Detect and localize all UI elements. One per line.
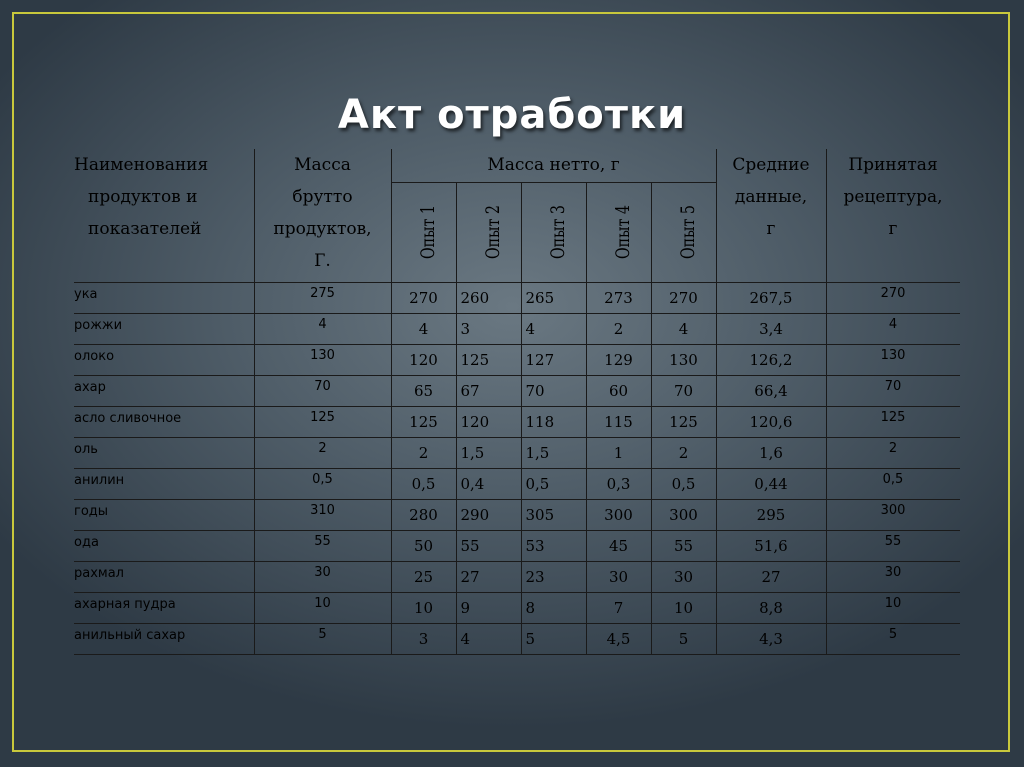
gross-mass-cell: 310: [254, 499, 391, 530]
product-name-cell: анильный сахар: [74, 623, 254, 654]
accepted-recipe-cell: 0,5: [826, 468, 960, 499]
header-net-mass-group: Масса нетто, г: [391, 149, 716, 182]
experiment-4-cell: 45: [586, 530, 651, 561]
average-cell: 1,6: [716, 437, 826, 468]
experiment-5-cell: 70: [651, 375, 716, 406]
header-experiment-3: [521, 182, 586, 282]
average-cell: 3,4: [716, 313, 826, 344]
header-gross-mass-line-2: брутто: [292, 187, 353, 207]
experiment-1-label: Опыт 1: [416, 204, 439, 260]
table-row: [74, 499, 960, 530]
header-gross-mass-line-3: продуктов,: [273, 219, 372, 239]
header-experiment-5: [651, 182, 716, 282]
product-name-cell: ахар: [74, 375, 254, 406]
accepted-recipe-cell: 55: [826, 530, 960, 561]
table-row: [74, 406, 960, 437]
average-cell: 66,4: [716, 375, 826, 406]
experiment-1-cell: 65: [391, 375, 456, 406]
average-cell: 51,6: [716, 530, 826, 561]
experiment-5-cell: 5: [651, 623, 716, 654]
experiment-3-cell: 127: [521, 344, 586, 375]
average-cell: 267,5: [716, 282, 826, 313]
experiment-1-cell: 50: [391, 530, 456, 561]
header-average: [716, 149, 826, 282]
accepted-recipe-cell: 4: [826, 313, 960, 344]
recipe-table: [74, 149, 960, 655]
accepted-recipe-cell: 130: [826, 344, 960, 375]
header-gross-mass-line-1: Масса: [294, 155, 351, 175]
experiment-2-cell: 0,4: [456, 468, 521, 499]
experiment-2-cell: 27: [456, 561, 521, 592]
gross-mass-cell: 55: [254, 530, 391, 561]
table-row: [74, 375, 960, 406]
product-name-cell: ахарная пудра: [74, 592, 254, 623]
header-gross-mass-line-4: Г.: [314, 251, 331, 271]
accepted-recipe-cell: 10: [826, 592, 960, 623]
accepted-recipe-cell: 300: [826, 499, 960, 530]
average-cell: 8,8: [716, 592, 826, 623]
product-name-cell: ода: [74, 530, 254, 561]
experiment-2-cell: 120: [456, 406, 521, 437]
average-cell: 295: [716, 499, 826, 530]
experiment-1-cell: 25: [391, 561, 456, 592]
experiment-3-cell: 53: [521, 530, 586, 561]
gross-mass-cell: 275: [254, 282, 391, 313]
experiment-4-cell: 273: [586, 282, 651, 313]
recipe-table-body: [74, 282, 960, 654]
header-accepted-line-3: г: [888, 219, 898, 239]
slide-title: Акт отработки: [337, 92, 687, 138]
average-cell: 4,3: [716, 623, 826, 654]
header-experiment-4: [586, 182, 651, 282]
experiment-2-cell: 290: [456, 499, 521, 530]
product-name-cell: анилин: [74, 468, 254, 499]
table-row: [74, 623, 960, 654]
header-gross-mass: [254, 149, 391, 282]
experiment-3-cell: 1,5: [521, 437, 586, 468]
experiment-1-cell: 125: [391, 406, 456, 437]
experiment-5-cell: 30: [651, 561, 716, 592]
experiment-5-cell: 55: [651, 530, 716, 561]
header-product-name-line-2: продуктов и: [88, 187, 198, 207]
experiment-4-cell: 1: [586, 437, 651, 468]
gross-mass-cell: 125: [254, 406, 391, 437]
experiment-5-cell: 0,5: [651, 468, 716, 499]
table-row: [74, 313, 960, 344]
accepted-recipe-cell: 125: [826, 406, 960, 437]
gross-mass-cell: 0,5: [254, 468, 391, 499]
product-name-cell: асло сливочное: [74, 406, 254, 437]
experiment-3-cell: 8: [521, 592, 586, 623]
experiment-5-cell: 125: [651, 406, 716, 437]
gross-mass-cell: 130: [254, 344, 391, 375]
experiment-4-cell: 30: [586, 561, 651, 592]
gross-mass-cell: 4: [254, 313, 391, 344]
gross-mass-cell: 10: [254, 592, 391, 623]
experiment-5-cell: 270: [651, 282, 716, 313]
gross-mass-cell: 5: [254, 623, 391, 654]
table-row: [74, 468, 960, 499]
product-name-cell: рахмал: [74, 561, 254, 592]
header-experiment-1: [391, 182, 456, 282]
average-cell: 27: [716, 561, 826, 592]
accepted-recipe-cell: 70: [826, 375, 960, 406]
average-cell: 120,6: [716, 406, 826, 437]
experiment-3-cell: 305: [521, 499, 586, 530]
header-product-name-line-1: Наименования: [74, 155, 209, 175]
experiment-1-cell: 10: [391, 592, 456, 623]
experiment-2-label: Опыт 2: [481, 204, 504, 260]
product-name-cell: рожжи: [74, 313, 254, 344]
experiment-4-cell: 60: [586, 375, 651, 406]
header-average-line-2: данные,: [734, 187, 808, 207]
experiment-5-label: Опыт 5: [676, 204, 699, 260]
average-cell: 0,44: [716, 468, 826, 499]
experiment-5-cell: 2: [651, 437, 716, 468]
experiment-4-cell: 7: [586, 592, 651, 623]
accepted-recipe-cell: 270: [826, 282, 960, 313]
experiment-2-cell: 260: [456, 282, 521, 313]
accepted-recipe-cell: 2: [826, 437, 960, 468]
experiment-1-cell: 120: [391, 344, 456, 375]
accepted-recipe-cell: 5: [826, 623, 960, 654]
accepted-recipe-cell: 30: [826, 561, 960, 592]
experiment-3-cell: 0,5: [521, 468, 586, 499]
experiment-2-cell: 3: [456, 313, 521, 344]
experiment-1-cell: 270: [391, 282, 456, 313]
header-accepted-line-2: рецептура,: [843, 187, 943, 207]
experiment-4-cell: 0,3: [586, 468, 651, 499]
experiment-1-cell: 3: [391, 623, 456, 654]
experiment-5-cell: 300: [651, 499, 716, 530]
experiment-4-label: Опыт 4: [611, 204, 634, 260]
experiment-3-cell: 23: [521, 561, 586, 592]
header-average-line-3: г: [766, 219, 776, 239]
table-row: [74, 592, 960, 623]
header-product-name: [74, 149, 254, 282]
average-cell: 126,2: [716, 344, 826, 375]
experiment-1-cell: 280: [391, 499, 456, 530]
table-row: [74, 344, 960, 375]
experiment-5-cell: 4: [651, 313, 716, 344]
table-row: [74, 282, 960, 313]
experiment-3-label: Опыт 3: [546, 204, 569, 260]
experiment-5-cell: 130: [651, 344, 716, 375]
experiment-2-cell: 55: [456, 530, 521, 561]
table-row: [74, 530, 960, 561]
experiment-5-cell: 10: [651, 592, 716, 623]
experiment-3-cell: 5: [521, 623, 586, 654]
experiment-2-cell: 67: [456, 375, 521, 406]
gross-mass-cell: 70: [254, 375, 391, 406]
experiment-1-cell: 0,5: [391, 468, 456, 499]
experiment-1-cell: 2: [391, 437, 456, 468]
experiment-3-cell: 265: [521, 282, 586, 313]
experiment-4-cell: 129: [586, 344, 651, 375]
header-product-name-line-3: показателей: [88, 219, 202, 239]
table-row: [74, 437, 960, 468]
experiment-2-cell: 9: [456, 592, 521, 623]
experiment-4-cell: 2: [586, 313, 651, 344]
experiment-3-cell: 118: [521, 406, 586, 437]
experiment-3-cell: 4: [521, 313, 586, 344]
table-row: [74, 561, 960, 592]
recipe-table-container: [74, 149, 960, 656]
header-experiment-2: [456, 182, 521, 282]
experiment-4-cell: 300: [586, 499, 651, 530]
experiment-4-cell: 4,5: [586, 623, 651, 654]
header-average-line-1: Средние: [732, 155, 810, 175]
experiment-2-cell: 4: [456, 623, 521, 654]
experiment-2-cell: 125: [456, 344, 521, 375]
product-name-cell: годы: [74, 499, 254, 530]
product-name-cell: олоко: [74, 344, 254, 375]
product-name-cell: ука: [74, 282, 254, 313]
gross-mass-cell: 2: [254, 437, 391, 468]
header-accepted-recipe: [826, 149, 960, 282]
experiment-3-cell: 70: [521, 375, 586, 406]
experiment-2-cell: 1,5: [456, 437, 521, 468]
experiment-4-cell: 115: [586, 406, 651, 437]
header-accepted-line-1: Принятая: [848, 155, 938, 175]
product-name-cell: оль: [74, 437, 254, 468]
gross-mass-cell: 30: [254, 561, 391, 592]
experiment-1-cell: 4: [391, 313, 456, 344]
